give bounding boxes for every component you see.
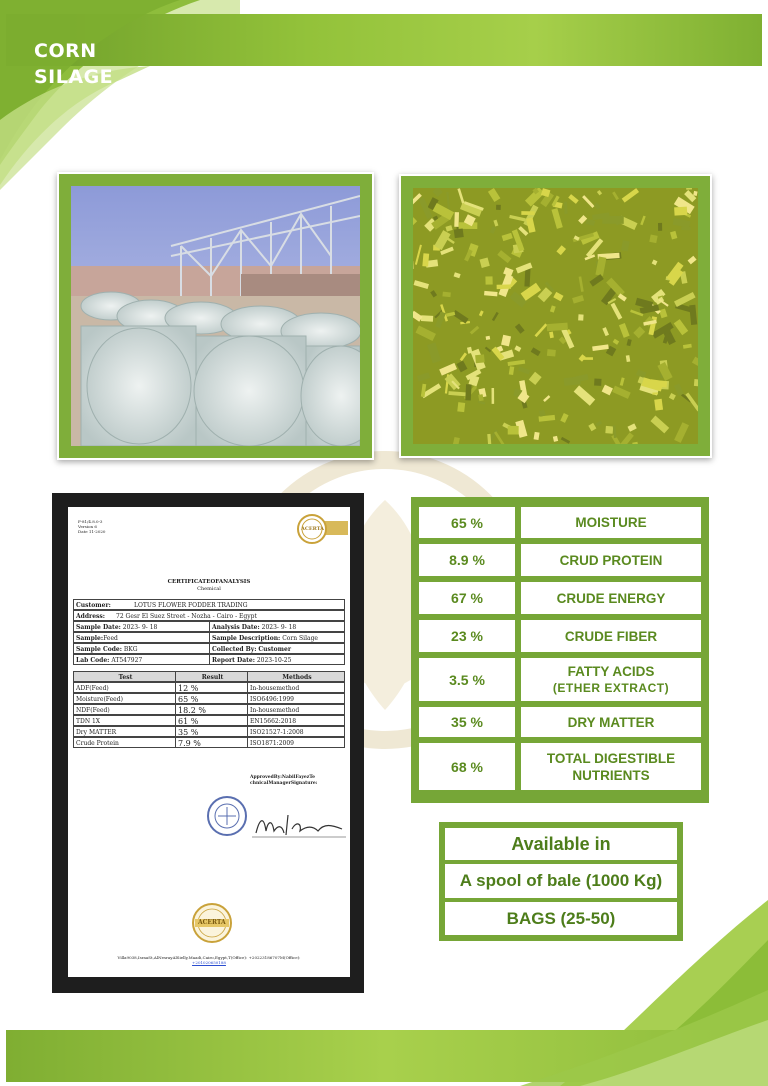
availability-option-bale: A spool of bale (1000 Kg) [445, 864, 677, 898]
sample-code-value: BKG [123, 646, 138, 653]
report-date-label: Report Date: [212, 657, 255, 664]
page-title [34, 38, 113, 90]
results-row [73, 715, 345, 726]
result-test: NDF(Feed) [74, 705, 176, 714]
col-methods: Methods [282, 674, 312, 681]
result-value: 18.2 % [176, 705, 248, 714]
sample-date-value: 2023- 9- 18 [122, 624, 158, 631]
acerta-logo-top [296, 513, 348, 545]
result-value: 61 % [176, 716, 248, 725]
approved-line-2: chnicalManagerSignature: [250, 781, 318, 786]
lab-code-value: AT547927 [111, 657, 143, 664]
result-method: In-housemethod [250, 707, 300, 714]
result-test: Dry MATTER [74, 727, 176, 736]
doc-reference [78, 519, 105, 534]
footer-address: Villa9038,IsraaSt,AlNesrayAlSielly,Maadi,Cairo,Egypt,T(Office): +20223186707M(Office): [117, 955, 301, 960]
acerta-logo-bottom [192, 903, 232, 943]
customer-row [73, 599, 345, 610]
nutrient-value: 65 % [451, 514, 483, 531]
customer-label: Customer: [76, 602, 111, 609]
results-row [73, 726, 345, 737]
silage-image [413, 188, 698, 444]
acerta-logo-text: ACERTA [301, 526, 325, 532]
nutrient-row [419, 707, 701, 737]
silage-photo-frame [399, 174, 712, 458]
sample-label: Sample: [76, 635, 104, 642]
sample-desc-value: Corn Silage [282, 635, 318, 642]
results-header [73, 671, 345, 682]
col-result: Result [176, 672, 248, 681]
footer-swoosh [520, 990, 768, 1086]
silage-photo [413, 188, 698, 444]
address-label: Address: [76, 613, 105, 620]
certificate-document [52, 493, 364, 993]
nutrient-value: 3.5 % [449, 671, 485, 688]
nutrient-label [521, 507, 701, 538]
nutrient-value: 67 % [451, 590, 483, 606]
title-line-2: SILAGE [34, 66, 114, 88]
nutrient-row [419, 582, 701, 614]
report-date-value: 2023-10-25 [256, 657, 292, 664]
nutrient-table [411, 497, 709, 803]
col-test: Test [74, 672, 176, 681]
nutrient-label-main: DRY MATTER [567, 714, 655, 730]
result-value: 12 % [176, 683, 248, 692]
result-method: ISO6496:1999 [250, 696, 294, 703]
signature-image [252, 811, 348, 841]
nutrient-label [521, 707, 701, 737]
doc-ref-line: Date 11-2020 [78, 529, 106, 534]
nutrient-value: 8.9 % [449, 552, 485, 568]
sample-code-label: Sample Code: [76, 646, 122, 653]
nutrient-label [521, 544, 701, 576]
result-method: ISO21527-1:2008 [250, 729, 304, 736]
results-row [73, 704, 345, 715]
availability-title: Available in [445, 828, 677, 860]
corner-overlay [0, 0, 240, 200]
address-value: 72 Gesr El Suez Street - Nozha - Cairo - Egypt [116, 613, 257, 620]
result-test: ADF(Feed) [74, 683, 176, 692]
nutrient-label-main: MOISTURE [575, 515, 647, 530]
collected-value: Customer [258, 646, 291, 653]
sample-date-label: Sample Date: [76, 624, 121, 631]
result-method: ISO1871:2009 [250, 740, 294, 747]
nutrient-value: 23 % [451, 628, 483, 644]
customer-value: LOTUS FLOWER FODDER TRADING [134, 602, 248, 609]
certificate-subtitle: Chemical [197, 586, 221, 592]
result-value: 65 % [176, 694, 248, 703]
nutrient-label [521, 582, 701, 614]
results-row [73, 693, 345, 704]
doc-ref-line: F-81/4.8.0-3 [78, 519, 103, 524]
result-test: TDN 1X [74, 716, 176, 725]
certificate-page [68, 507, 350, 977]
nutrient-label-main: FATTY ACIDS [567, 663, 655, 679]
nutrient-value: 35 % [451, 714, 483, 730]
nutrient-value: 68 % [451, 758, 483, 775]
bales-image [71, 186, 360, 446]
nutrient-label-main: CRUDE FIBER [564, 628, 658, 644]
sample-row [73, 632, 345, 643]
bales-photo-frame [57, 172, 374, 460]
collected-label: Collected By: [212, 646, 257, 653]
nutrient-label-sub: (ETHER EXTRACT) [552, 680, 670, 695]
nutrient-label [521, 743, 701, 790]
nutrient-label-sub: NUTRIENTS [572, 767, 650, 783]
certificate-title: CERTIFICATEOFANALYSIS [167, 579, 251, 585]
sample-value: Feed [103, 635, 118, 642]
nutrient-row [419, 620, 701, 652]
results-row [73, 737, 345, 748]
approved-line-1: ApprovedBy:NabilFayezTe [250, 775, 316, 780]
result-method: EN15662:2018 [250, 718, 297, 725]
nutrient-row [419, 507, 701, 538]
nutrient-label [521, 658, 701, 701]
result-value: 35 % [176, 727, 248, 736]
result-test: Moisture(Feed) [74, 694, 176, 703]
results-row [73, 682, 345, 693]
lab-code-label: Lab Code: [76, 657, 110, 664]
analysis-date-label: Analysis Date: [212, 624, 260, 631]
title-line-1: CORN [34, 40, 97, 62]
stamp-icon [206, 795, 248, 837]
nutrient-row [419, 658, 701, 701]
nutrient-row [419, 743, 701, 790]
dates-row [73, 621, 345, 632]
availability-option-bags: BAGS (25-50) [445, 902, 677, 935]
approval-text [250, 775, 317, 787]
nutrient-label-main: CRUD PROTEIN [559, 552, 663, 568]
nutrient-label-main: CRUDE ENERGY [556, 590, 666, 606]
acerta-logo-bottom-text: ACERTA [198, 919, 226, 926]
code-row [73, 643, 345, 654]
nutrient-label-main: TOTAL DIGESTIBLE [546, 750, 676, 766]
sample-desc-label: Sample Description: [212, 635, 281, 642]
footer-phone-link[interactable]: +201020650188 [192, 960, 226, 965]
nutrient-row [419, 544, 701, 576]
doc-ref-line: Version 6 [78, 524, 97, 529]
nutrient-label [521, 620, 701, 652]
analysis-date-value: 2023- 9- 18 [261, 624, 297, 631]
result-value: 7.9 % [176, 738, 248, 747]
result-test: Crude Protein [74, 738, 176, 747]
result-method: In-housemethod [250, 685, 300, 692]
certificate-footer [68, 955, 350, 965]
lab-row [73, 654, 345, 665]
address-row [73, 610, 345, 621]
bales-photo [71, 186, 360, 446]
